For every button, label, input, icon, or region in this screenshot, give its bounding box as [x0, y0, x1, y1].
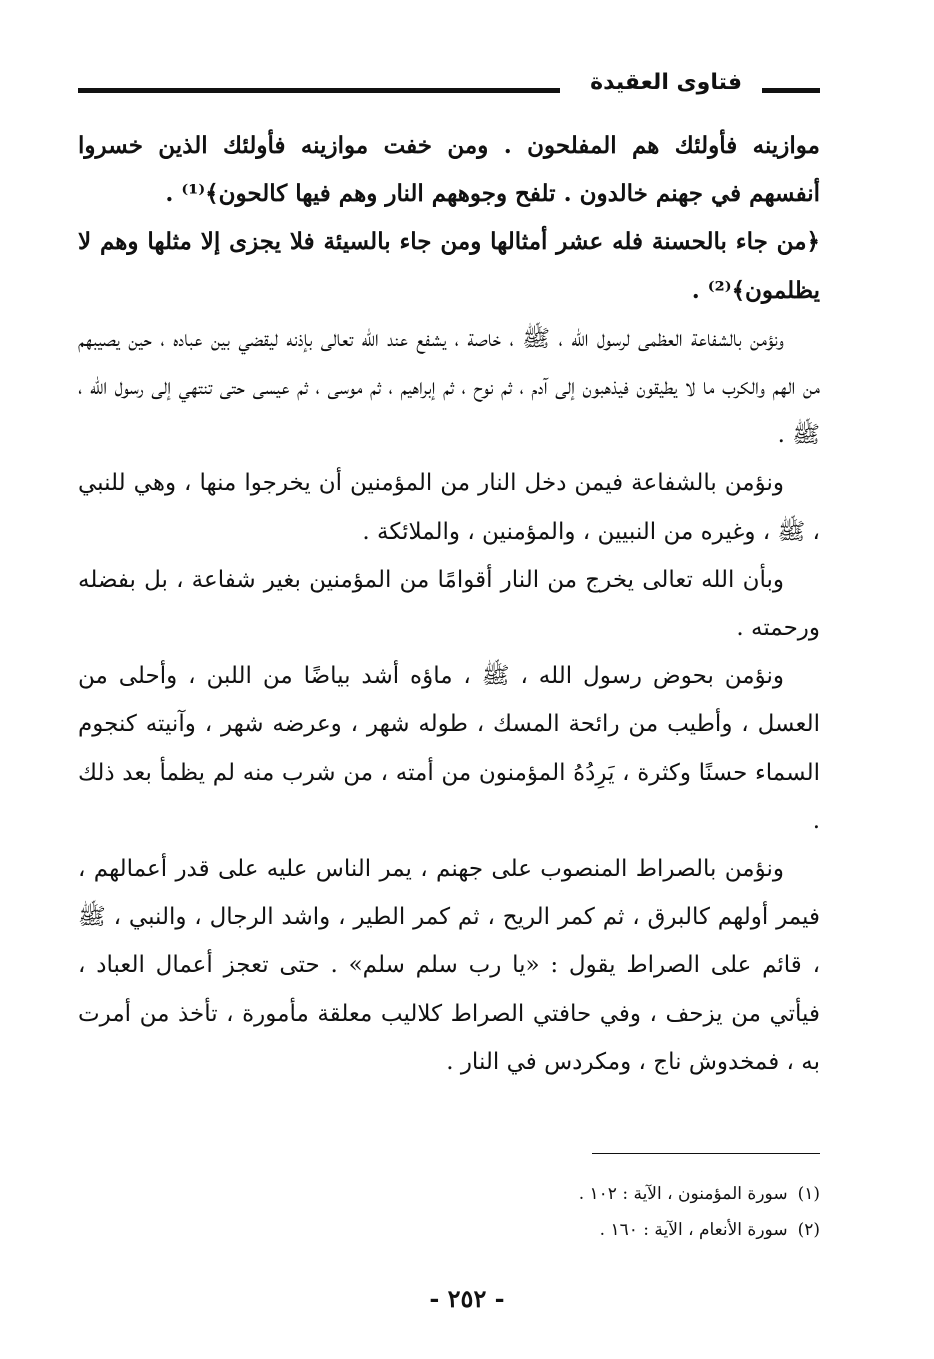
footnote-number: (٢) [797, 1220, 820, 1240]
paragraph-intercession: ونؤمن بالشفاعة العظمى لرسول الله ، ﷺ ، خاصة ، يشفع عند الله تعالى بإذنه ليقضي بين عباده ، حين يصيبهم من الهم والكرب ما لا يطيقون فيذهبون إلى آدم ، ثم نوح ، ثم إبراهيم ، ثم موسى ، ثم عيسى حتى تنتهي إلى رسول الله ، ﷺ . [78, 325, 820, 449]
footnotes [120, 1176, 820, 1248]
footnote-text: سورة المؤمنون ، الآية : ١٠٢ . [578, 1184, 788, 1204]
paragraph-bridge: ونؤمن بالصراط المنصوب على جهنم ، يمر الناس عليه على قدر أعمالهم ، فيمر أولهم كالبرق ، ثم كمر الريح ، ثم كمر الطير ، واشد الرجال ، والنبي ، ﷺ ، قائم على الصراط يقول : «يا رب سلم سلم» . حتى تعجز أعمال العباد ، فيأتي من يزحف ، وفي حافتي الصراط كلاليب معلقة مأمورة ، تأخذ من أمرت به ، فمخدوش ناج ، ومكردس في النار . [78, 856, 820, 1075]
footnote-rule [592, 1153, 820, 1154]
running-header [78, 70, 820, 110]
footnote-1 [120, 1176, 820, 1212]
quran-verse-paragraph: موازينه فأولئك هم المفلحون . ومن خفت موازينه فأولئك الذين خسروا أنفسهم في جهنم خالدون . تلفح وجوههم النار وهم فيها كالحون﴾⁽¹⁾ . [78, 132, 820, 208]
footnote-2 [120, 1212, 820, 1248]
header-title: فتاوى العقيدة [590, 70, 742, 95]
quran-verse-paragraph: ﴿من جاء بالحسنة فله عشر أمثالها ومن جاء بالسيئة فلا يجزى إلا مثلها وهم لا يظلمون﴾⁽²⁾ . [78, 228, 820, 304]
footnote-number: (١) [797, 1184, 820, 1204]
paragraph-mercy: وبأن الله تعالى يخرج من النار أقوامًا من المؤمنين بغير شفاعة ، بل بفضله ورحمته . [78, 566, 820, 642]
footnote-text: سورة الأنعام ، الآية : ١٦٠ . [599, 1220, 788, 1240]
page-number: - ٢٥٢ - [429, 1284, 505, 1313]
paragraph-basin: ونؤمن بحوض رسول الله ، ﷺ ، ماؤه أشد بياضًا من اللبن ، وأحلى من العسل ، وأطيب من رائحة المسك ، طوله شهر ، وعرضه شهر ، وآنيته كنجوم السماء حسنًا وكثرة ، يَرِدُهُ المؤمنون من أمته ، من شرب منه لم يظمأ بعد ذلك . [78, 663, 820, 834]
body-text [78, 122, 820, 1086]
header-rule-right [762, 88, 820, 93]
paragraph-intercession-believers: ونؤمن بالشفاعة فيمن دخل النار من المؤمنين أن يخرجوا منها ، وهي للنبي ، ﷺ ، وغيره من النبيين ، والمؤمنين ، والملائكة . [78, 470, 820, 545]
header-rule-left [78, 88, 560, 93]
